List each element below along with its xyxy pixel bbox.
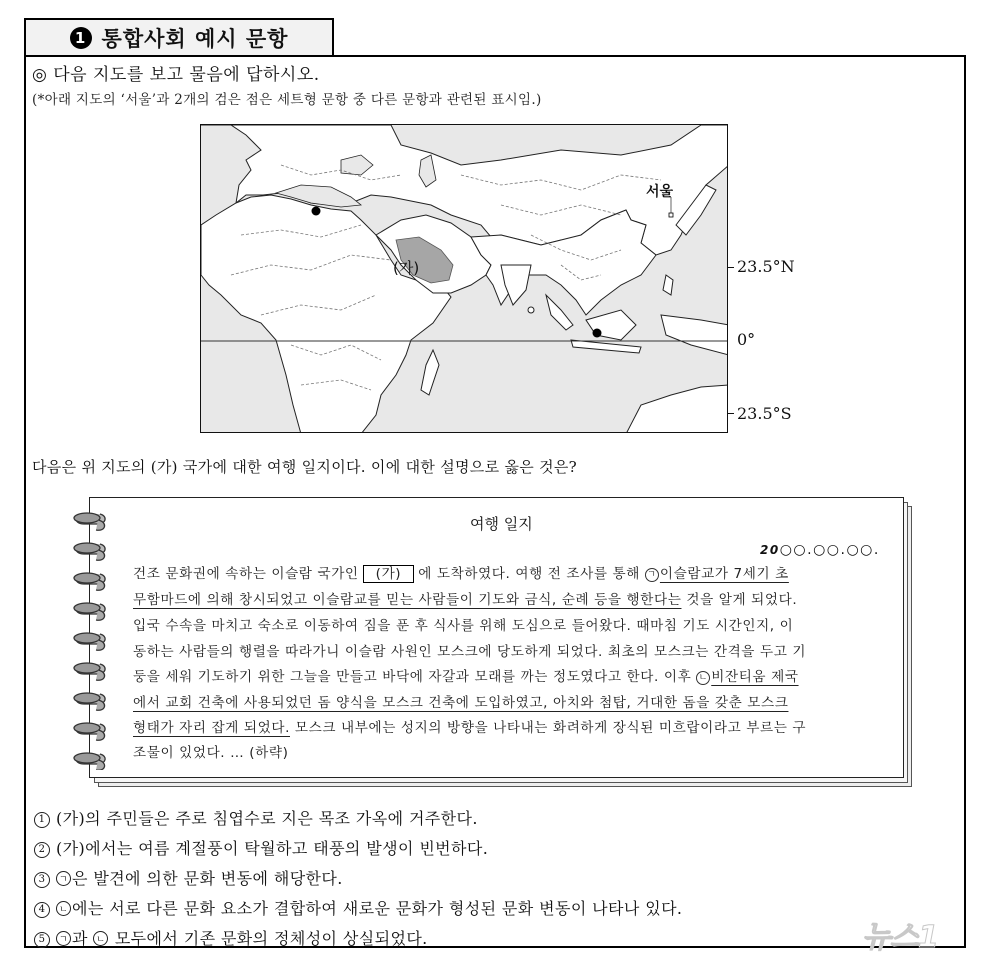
journal-line: 무함마드에 의해 창시되었고 이슬람교를 믿는 사람들이 기도와 금식, 순례 등을 행한다는 것을 알게 되었다. (133, 592, 798, 608)
marker-a: ㄱ (645, 568, 659, 582)
journal-line: 형태가 자리 잡게 되었다. 모스크 내부에는 성지의 방향을 나타내는 화려하게 장식된 미흐랍이라고 부르는 구 (133, 720, 807, 736)
date-prefix: 20 (760, 543, 780, 557)
option-number: 3 (34, 872, 50, 888)
lat-tick-south (728, 413, 734, 414)
answer-option-5[interactable]: 5 ㄱ 과 ㄴ 모두에서 기존 문화의 정체성이 상실되었다. (34, 926, 428, 949)
option-number: 1 (34, 812, 50, 828)
option-number: 4 (34, 902, 50, 918)
marker-b: ㄴ (93, 931, 108, 946)
instruction-text: ◎ 다음 지도를 보고 물음에 답하시오. (32, 65, 320, 85)
map-note: (*아래 지도의 ‘서울’과 2개의 검은 점은 세트형 문항 중 다른 문항과 관련된 표시임.) (32, 92, 542, 108)
marker-a: ㄱ (56, 931, 71, 946)
journal-line: 동하는 사람들의 행렬을 따라가니 이슬람 사원인 모스크에 당도하게 되었다. 최초의 모스크는 간격을 두고 기 (133, 644, 807, 660)
journal-line: 둥을 세워 기도하기 위한 그늘을 만들고 바닥에 자갈과 모래를 까는 정도였다고 한다. 이후 ㄴ 비잔티움 제국 (133, 669, 799, 685)
answer-option-3[interactable]: 3 ㄱ 은 발견에 의한 문화 변동에 해당한다. (34, 866, 343, 889)
underlined-b-end: 형태가 자리 잡게 되었다. (133, 720, 290, 736)
lat-label-north: 23.5°N (737, 257, 795, 276)
journal-line: 건조 문화권에 속하는 이슬람 국가인 (가) 에 도착하였다. 여행 전 조사를 통해 ㄱ 이슬람교가 7세기 초 (133, 566, 789, 582)
blank-box-ga: (가) (363, 565, 415, 583)
marker-b: ㄴ (696, 671, 710, 685)
option-number: 5 (34, 932, 50, 948)
section-number-badge: 1 (70, 27, 92, 49)
marker-b: ㄴ (56, 901, 71, 916)
map-graphic (201, 125, 728, 433)
journal-line: 조물이 있었다. … (하략) (133, 745, 289, 761)
world-map (200, 124, 728, 433)
underlined-b: 비잔티움 제국 (711, 669, 799, 685)
option-number: 2 (34, 842, 50, 858)
spiral-binding (66, 510, 116, 770)
news1-watermark-logo: 뉴스1 (862, 920, 938, 955)
question-stem: 다음은 위 지도의 (가) 국가에 대한 여행 일지이다. 이에 대한 설명으로 옳은 것은? (32, 458, 578, 476)
underlined-b-cont: 에서 교회 건축에 사용되었던 돔 양식을 모스크 건축에 도입하였고, 아치와 첨탑, 거대한 돔을 갖춘 모스크 (133, 695, 789, 711)
answer-option-1[interactable]: 1 (가)의 주민들은 주로 침엽수로 지은 목조 가옥에 거주한다. (34, 806, 478, 829)
lat-tick-north (728, 267, 734, 268)
section-title-text: 통합사회 예시 문항 (101, 27, 289, 51)
answer-option-2[interactable]: 2 (가)에서는 여름 계절풍이 탁월하고 태풍의 발생이 빈번하다. (34, 836, 488, 859)
section-title (24, 18, 334, 56)
date-rest: ○○.○○.○○. (779, 542, 880, 558)
journal-title: 여행 일지 (470, 515, 533, 533)
lat-label-equator: 0° (737, 330, 756, 349)
answer-option-4[interactable]: 4 ㄴ 에는 서로 다른 문화 요소가 결합하여 새로운 문화가 형성된 문화 변동이 나타나 있다. (34, 896, 682, 919)
underlined-a-cont: 무함마드에 의해 창시되었고 이슬람교를 믿는 사람들이 기도와 금식, 순례 등을 행한다는 (133, 592, 682, 608)
marker-a: ㄱ (56, 871, 71, 886)
lat-label-south: 23.5°S (737, 404, 792, 423)
region-label-ga: (가) (393, 259, 420, 277)
seoul-label: 서울 (646, 184, 674, 200)
spiral-rings-icon (66, 510, 116, 770)
underlined-a: 이슬람교가 7세기 초 (659, 566, 789, 582)
journal-line (133, 693, 878, 713)
journal-date (760, 542, 880, 558)
journal-line: 입국 수속을 마치고 숙소로 이동하여 짐을 푼 후 식사를 위해 도심으로 들어왔다. 때마침 기도 시간인지, 이 (133, 618, 794, 634)
